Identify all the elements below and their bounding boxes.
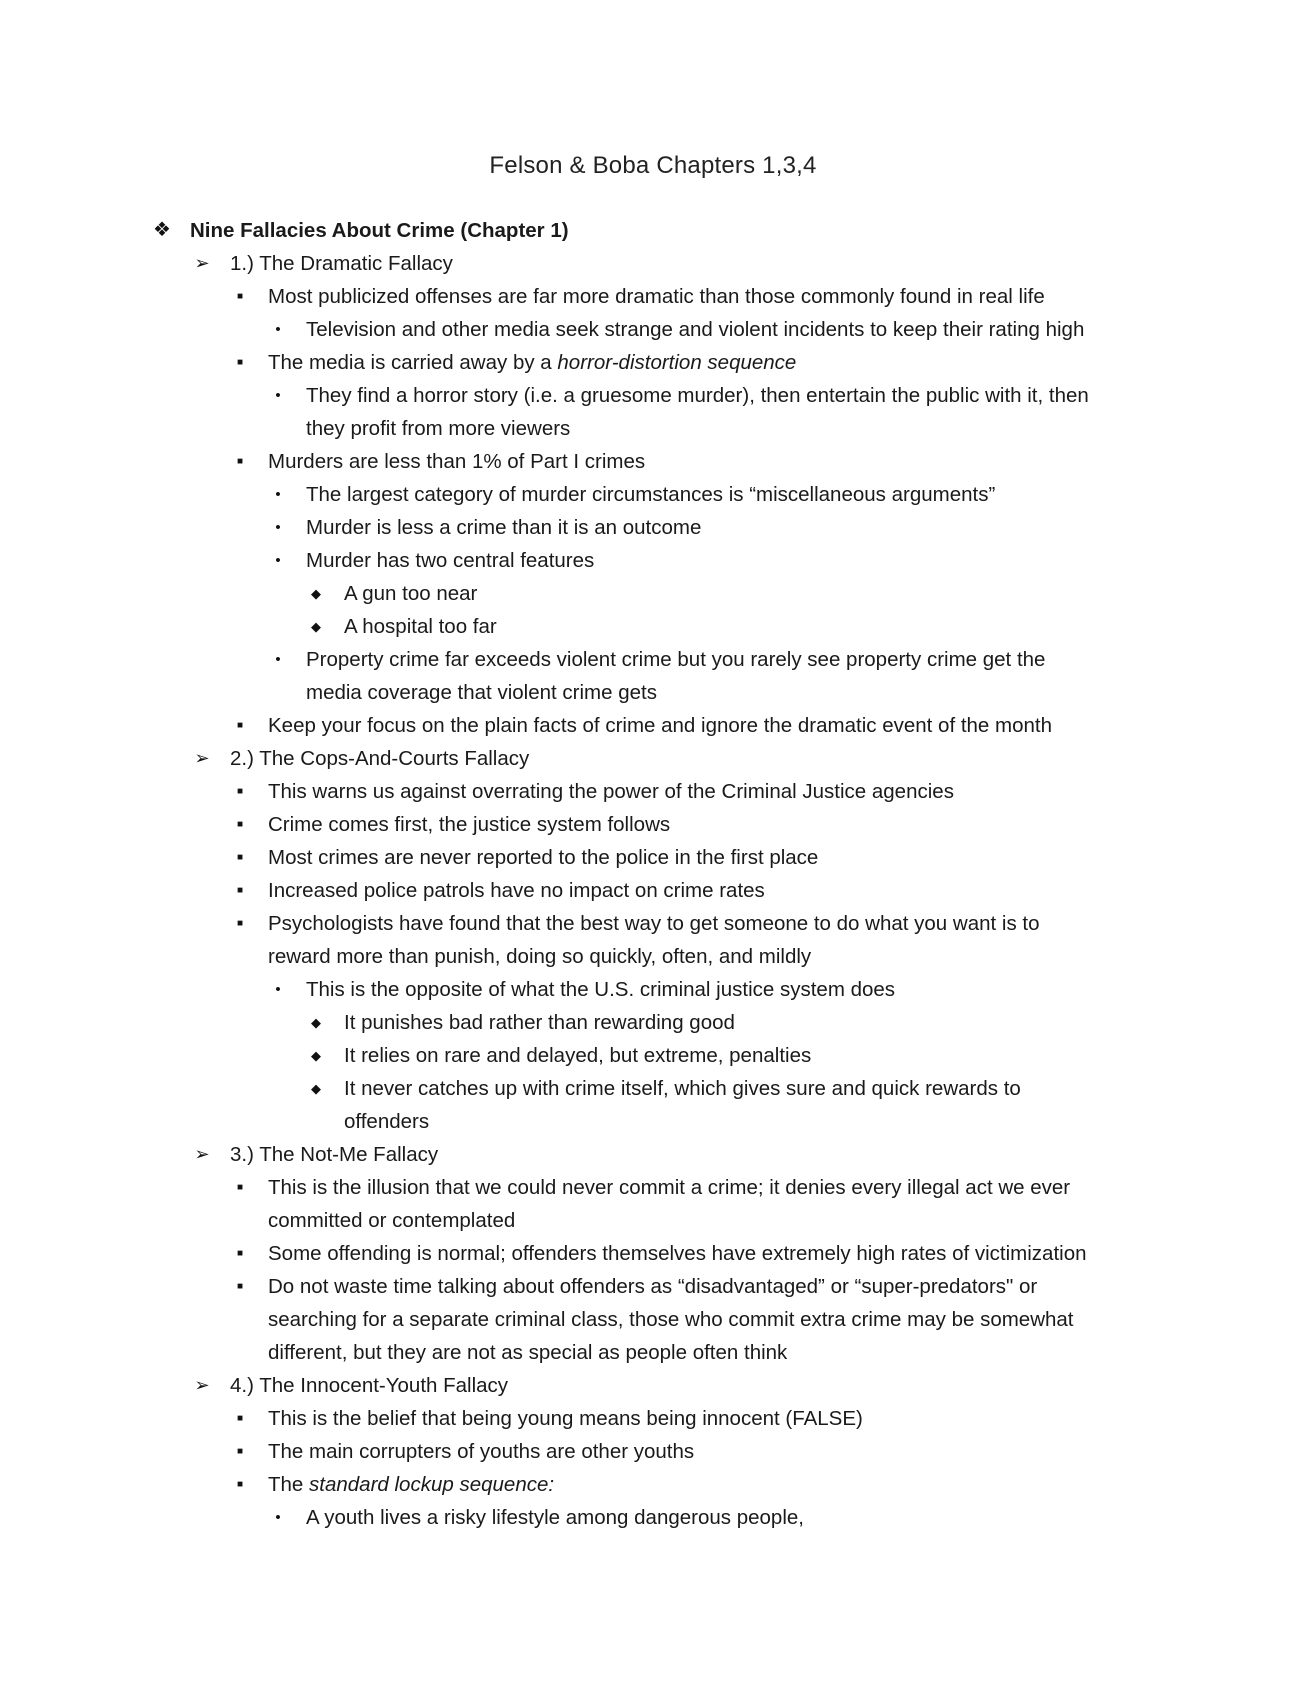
outline-item-level-3 — [0, 874, 1306, 907]
outline-item-main-text: Most publicized offenses are far more dramatic than those commonly found in real life — [268, 285, 1045, 308]
outline-item-text — [306, 412, 570, 445]
outline-item-main-text: 3.) The Not-Me Fallacy — [230, 1143, 439, 1166]
outline-item-text — [268, 907, 1040, 940]
outline-item-level-3 — [0, 346, 1306, 379]
outline-item-main-text: The media is carried away by a — [268, 351, 558, 374]
outline-item-main-text: they profit from more viewers — [306, 417, 571, 440]
round-bullet-icon: • — [275, 1509, 281, 1526]
arrowhead-bullet-icon: ➢ — [194, 1375, 210, 1395]
outline-item-continuation — [0, 940, 1306, 973]
outline-item-main-text: A hospital too far — [344, 615, 497, 638]
outline-item-continuation — [0, 1336, 1306, 1369]
diamond-bullet-icon: ◆ — [311, 1081, 321, 1096]
square-bullet-icon: ■ — [236, 885, 244, 896]
outline-item-text — [306, 676, 657, 709]
outline-item-text — [268, 1270, 1037, 1303]
outline-item-level-4 — [0, 1501, 1306, 1534]
outline-item-main-text: Crime comes first, the justice system follows — [268, 813, 671, 836]
outline-item-level-3 — [0, 1171, 1306, 1204]
outline-item-level-4 — [0, 478, 1306, 511]
outline-item-level-3 — [0, 1270, 1306, 1303]
outline-item-level-3 — [0, 1237, 1306, 1270]
outline-item-main-text: Nine Fallacies About Crime (Chapter 1) — [190, 219, 569, 242]
outline-item-main-text: It punishes bad rather than rewarding good — [344, 1011, 735, 1034]
square-bullet-icon: ■ — [236, 720, 244, 731]
outline-item-text — [306, 379, 1089, 412]
outline-item-level-3 — [0, 907, 1306, 940]
outline-item-main-text: Murder has two central features — [306, 549, 595, 572]
arrowhead-bullet-icon: ➢ — [194, 748, 210, 768]
outline-item-main-text: This warns us against overrating the power of the Criminal Justice agencies — [268, 780, 954, 803]
outline-item-main-text: They find a horror story (i.e. a gruesome murder), then entertain the public with it, then — [306, 384, 1089, 407]
outline-item-level-5 — [0, 610, 1306, 643]
square-bullet-icon: ■ — [236, 1281, 244, 1292]
diamond-cluster-bullet-icon: ❖ — [153, 219, 171, 241]
outline-item-continuation — [0, 1105, 1306, 1138]
outline-item-main-text: Do not waste time talking about offenders as “disadvantaged” or “super-predators" or — [268, 1275, 1038, 1298]
outline-item-main-text: This is the belief that being young means being innocent (FALSE) — [268, 1407, 863, 1430]
outline-item-main-text: Psychologists have found that the best way to get someone to do what you want is to — [268, 912, 1040, 935]
outline-item-level-3 — [0, 709, 1306, 742]
outline-item-text — [230, 1369, 508, 1402]
outline-item-main-text: searching for a separate criminal class, those who commit extra crime may be somewhat — [268, 1308, 1074, 1331]
round-bullet-icon: • — [275, 981, 281, 998]
outline-item-main-text: 1.) The Dramatic Fallacy — [230, 252, 453, 275]
outline-item-level-5 — [0, 1039, 1306, 1072]
square-bullet-icon: ■ — [236, 291, 244, 302]
outline-item-text — [268, 1237, 1087, 1270]
outline-item-italic-term: horror-distortion sequence — [557, 351, 797, 374]
round-bullet-icon: • — [275, 552, 281, 569]
diamond-bullet-icon: ◆ — [311, 1015, 321, 1030]
outline-item-text — [230, 1138, 438, 1171]
diamond-bullet-icon: ◆ — [311, 1048, 321, 1063]
outline-item-main-text: Murder is less a crime than it is an outcome — [306, 516, 702, 539]
outline-item-text — [268, 1303, 1074, 1336]
square-bullet-icon: ■ — [236, 1248, 244, 1259]
outline-item-text — [268, 841, 818, 874]
outline-item-text — [268, 280, 1045, 313]
outline-item-level-2 — [0, 1138, 1306, 1171]
square-bullet-icon: ■ — [236, 819, 244, 830]
outline-item-level-4 — [0, 973, 1306, 1006]
outline-item-text — [344, 1006, 735, 1039]
square-bullet-icon: ■ — [236, 786, 244, 797]
outline-item-main-text: The largest category of murder circumstances is “miscellaneous arguments” — [306, 483, 996, 506]
outline-item-main-text: Some offending is normal; offenders themselves have extremely high rates of victimization — [268, 1242, 1087, 1265]
outline-item-main-text: 2.) The Cops-And-Courts Fallacy — [230, 747, 530, 770]
outline-item-text — [306, 643, 1045, 676]
outline-item-italic-term: standard lockup sequence: — [309, 1473, 555, 1496]
outline-item-main-text: Murders are less than 1% of Part I crimes — [268, 450, 646, 473]
outline-item-main-text: Most crimes are never reported to the police in the first place — [268, 846, 819, 869]
outline-item-level-4 — [0, 379, 1306, 412]
outline-item-text — [268, 775, 954, 808]
outline-item-level-2 — [0, 1369, 1306, 1402]
outline-item-main-text: Increased police patrols have no impact on crime rates — [268, 879, 765, 902]
outline-item-level-3 — [0, 1468, 1306, 1501]
outline-item-text — [344, 1039, 811, 1072]
outline-item-text — [344, 610, 497, 643]
outline-item-text — [306, 511, 701, 544]
square-bullet-icon: ■ — [236, 456, 244, 467]
outline-item-main-text: 4.) The Innocent-Youth Fallacy — [230, 1374, 509, 1397]
outline-item-main-text: reward more than punish, doing so quickly, often, and mildly — [268, 945, 812, 968]
outline-item-main-text: Property crime far exceeds violent crime but you rarely see property crime get the — [306, 648, 1046, 671]
square-bullet-icon: ■ — [236, 1446, 244, 1457]
page-title: Felson & Boba Chapters 1,3,4 — [489, 152, 817, 179]
outline-item-main-text: offenders — [344, 1110, 430, 1133]
outline-item-text — [306, 973, 895, 1006]
outline-item-level-3 — [0, 775, 1306, 808]
outline-item-text — [268, 1468, 554, 1501]
outline-item-text — [268, 1435, 694, 1468]
square-bullet-icon: ■ — [236, 852, 244, 863]
outline-item-main-text: The — [268, 1473, 310, 1496]
outline-item-level-1 — [0, 214, 1306, 247]
square-bullet-icon: ■ — [236, 1413, 244, 1424]
outline-item-text — [344, 577, 477, 610]
outline-item-level-2 — [0, 247, 1306, 280]
diamond-bullet-icon: ◆ — [311, 619, 321, 634]
outline-item-text — [268, 709, 1052, 742]
outline-item-text — [268, 940, 811, 973]
outline-item-main-text: committed or contemplated — [268, 1209, 516, 1232]
outline-item-text — [268, 1204, 515, 1237]
outline-item-text — [344, 1105, 429, 1138]
outline-item-level-3 — [0, 808, 1306, 841]
square-bullet-icon: ■ — [236, 1182, 244, 1193]
outline-item-text — [306, 478, 995, 511]
square-bullet-icon: ■ — [236, 918, 244, 929]
outline-item-level-5 — [0, 577, 1306, 610]
outline-item-text — [268, 346, 796, 379]
outline-item-text — [268, 808, 670, 841]
outline-item-level-3 — [0, 1435, 1306, 1468]
outline-item-level-4 — [0, 544, 1306, 577]
outline-item-level-4 — [0, 643, 1306, 676]
outline-item-main-text: Keep your focus on the plain facts of crime and ignore the dramatic event of the month — [268, 714, 1053, 737]
outline-item-text — [268, 1402, 863, 1435]
round-bullet-icon: • — [275, 486, 281, 503]
outline-item-main-text: This is the illusion that we could never commit a crime; it denies every illegal act we ever — [268, 1176, 1071, 1199]
outline-item-continuation — [0, 1303, 1306, 1336]
outline-item-continuation — [0, 1204, 1306, 1237]
outline-item-text — [306, 544, 594, 577]
outline-item-level-3 — [0, 445, 1306, 478]
arrowhead-bullet-icon: ➢ — [194, 1144, 210, 1164]
outline-item-main-text: A youth lives a risky lifestyle among dangerous people, — [306, 1506, 804, 1529]
outline-item-main-text: The main corrupters of youths are other youths — [268, 1440, 695, 1463]
outline-item-main-text: It relies on rare and delayed, but extreme, penalties — [344, 1044, 812, 1067]
outline-item-main-text: It never catches up with crime itself, which gives sure and quick rewards to — [344, 1077, 1021, 1100]
outline-item-text — [268, 445, 645, 478]
square-bullet-icon: ■ — [236, 357, 244, 368]
outline-item-text — [268, 1171, 1070, 1204]
outline-item-text — [268, 874, 765, 907]
arrowhead-bullet-icon: ➢ — [194, 253, 210, 273]
outline-item-main-text: Television and other media seek strange and violent incidents to keep their rating high — [306, 318, 1085, 341]
outline-item-level-5 — [0, 1006, 1306, 1039]
outline-item-main-text: media coverage that violent crime gets — [306, 681, 657, 704]
outline-item-level-4 — [0, 511, 1306, 544]
outline-item-text — [230, 742, 529, 775]
outline-item-level-3 — [0, 841, 1306, 874]
outline-item-level-2 — [0, 742, 1306, 775]
outline-item-text — [190, 214, 569, 247]
outline-item-level-4 — [0, 313, 1306, 346]
round-bullet-icon: • — [275, 519, 281, 536]
round-bullet-icon: • — [275, 651, 281, 668]
outline-item-text — [268, 1336, 787, 1369]
round-bullet-icon: • — [275, 387, 281, 404]
outline-item-level-5 — [0, 1072, 1306, 1105]
round-bullet-icon: • — [275, 321, 281, 338]
outline-item-level-3 — [0, 280, 1306, 313]
outline-item-continuation — [0, 412, 1306, 445]
outline-item-main-text: This is the opposite of what the U.S. criminal justice system does — [306, 978, 896, 1001]
outline-item-main-text: different, but they are not as special as people often think — [268, 1341, 788, 1364]
outline-item-text — [306, 313, 1084, 346]
outline-item-main-text: A gun too near — [344, 582, 478, 605]
square-bullet-icon: ■ — [236, 1479, 244, 1490]
outline-item-text — [306, 1501, 804, 1534]
diamond-bullet-icon: ◆ — [311, 586, 321, 601]
outline-list — [0, 214, 1306, 1534]
outline-item-text — [344, 1072, 1021, 1105]
outline-item-continuation — [0, 676, 1306, 709]
outline-item-text — [230, 247, 453, 280]
outline-item-level-3 — [0, 1402, 1306, 1435]
